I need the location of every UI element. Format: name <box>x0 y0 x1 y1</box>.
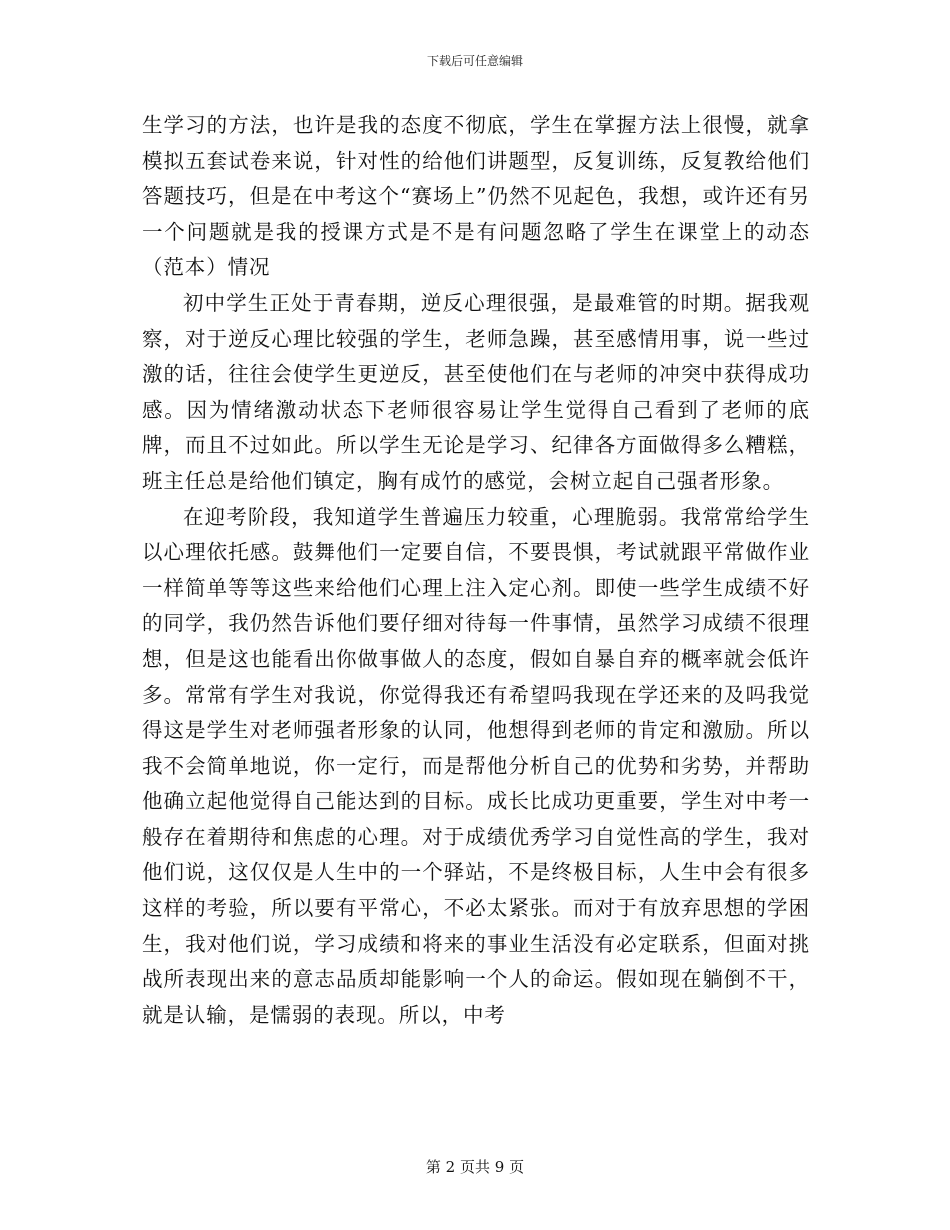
paragraph-continuation: 生学习的方法，也许是我的态度不彻底，学生在掌握方法上很慢，就拿模拟五套试卷来说，针对性的给他们讲题型，反复训练，反复教给他们答题技巧，但是在中考这个“赛场上”仍然不见起色，我想，或许还有另一个问题就是我的授课方式是不是有问题忽略了学生在课堂上的动态（范本）情况 <box>142 113 810 280</box>
paragraph: 初中学生正处于青春期，逆反心理很强，是最难管的时期。据我观察，对于逆反心理比较强的学生，老师急躁，甚至感情用事，说一些过激的话，往往会使学生更逆反，甚至使他们在与老师的冲突中获得成功感。因为情绪激动状态下老师很容易让学生觉得自己看到了老师的底牌，而且不过如此。所以学生无论是学习、纪律各方面做得多么糟糕，班主任总是给他们镇定，胸有成竹的感觉，会树立起自己强者形象。 <box>142 290 810 493</box>
page-header: 下载后可任意编辑 <box>426 54 523 68</box>
page-number: 第 2 页共 9 页 <box>425 1158 525 1176</box>
document-body <box>142 108 810 1033</box>
paragraph: 在迎考阶段，我知道学生普遍压力较重，心理脆弱。我常常给学生以心理依托感。鼓舞他们一定要自信，不要畏惧，考试就跟平常做作业一样简单等等这些来给他们心理上注入定心剂。即使一些学生成绩不好的同学，我仍然告诉他们要仔细对待每一件事情，虽然学习成绩不很理想，但是这也能看出你做事做人的态度，假如自暴自弃的概率就会低许多。常常有学生对我说，你觉得我还有希望吗我现在学还来的及吗我觉得这是学生对老师强者形象的认同，他想得到老师的肯定和激励。所以我不会简单地说，你一定行，而是帮他分析自己的优势和劣势，并帮助他确立起他觉得自己能达到的目标。成长比成功更重要，学生对中考一般存在着期待和焦虑的心理。对于成绩优秀学习自觉性高的学生，我对他们说，这仅仅是人生中的一个驿站，不是终极目标，人生中会有很多这样的考验，所以要有平常心，不必太紧张。而对于有放弃思想的学困生，我对他们说，学习成绩和将来的事业生活没有必定联系，但面对挑战所表现出来的意志品质却能影响一个人的命运。假如现在躺倒不干，就是认输，是懦弱的表现。所以，中考 <box>142 504 810 1027</box>
